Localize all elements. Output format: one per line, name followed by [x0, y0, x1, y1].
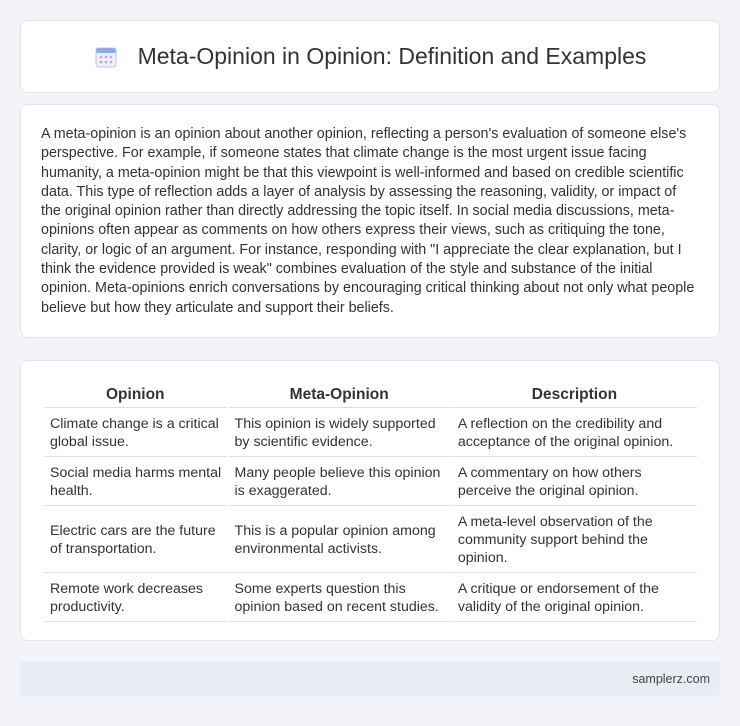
- cell-description: A meta-level observation of the community support behind the opinion.: [452, 506, 697, 573]
- table-row: [44, 573, 697, 622]
- footer: [20, 662, 720, 696]
- header-opinion: Opinion: [44, 379, 227, 408]
- table-header-row: [44, 379, 697, 408]
- table-row: [44, 506, 697, 573]
- cell-description: A critique or endorsement of the validity of the original opinion.: [452, 573, 697, 622]
- footer-site-link[interactable]: samplerz.com: [632, 672, 710, 686]
- cell-opinion: Remote work decreases productivity.: [44, 573, 227, 622]
- cell-opinion: Social media harms mental health.: [44, 457, 227, 506]
- page-title: Meta-Opinion in Opinion: Definition and Examples: [137, 43, 647, 69]
- cell-opinion: Climate change is a critical global issue.: [44, 408, 227, 457]
- cell-meta-opinion: Many people believe this opinion is exaggerated.: [229, 457, 450, 506]
- opinion-table: [42, 379, 699, 622]
- header-description: Description: [452, 379, 697, 408]
- table-row: [44, 408, 697, 457]
- cell-meta-opinion: This opinion is widely supported by scientific evidence.: [229, 408, 450, 457]
- cell-opinion: Electric cars are the future of transportation.: [44, 506, 227, 573]
- cell-description: A commentary on how others perceive the original opinion.: [452, 457, 697, 506]
- cell-description: A reflection on the credibility and acceptance of the original opinion.: [452, 408, 697, 457]
- cell-meta-opinion: Some experts question this opinion based on recent studies.: [229, 573, 450, 622]
- calendar-icon: [94, 45, 118, 69]
- description-text: A meta-opinion is an opinion about another opinion, reflecting a person's evaluation of someone else's perspective. For example, if someone states that climate change is the most urgent issue facing humanity, a meta-opinion might be that this viewpoint is well-informed and based on credible scientific data. This type of reflection adds a layer of analysis by assessing the reasoning, validity, or impact of the original opinion rather than directly addressing the topic itself. In social media discussions, meta-opinions often appear as comments on how others express their views, such as critiquing the tone, clarity, or logic of an argument. For instance, responding with "I appreciate the clear explanation, but I think the evidence provided is weak" combines evaluation of the style and substance of the initial opinion. Meta-opinions enrich conversations by encouraging critical thinking about not only what people believe but how they articulate and support their beliefs.: [41, 126, 695, 316]
- cell-meta-opinion: This is a popular opinion among environmental activists.: [229, 506, 450, 573]
- header-meta-opinion: Meta-Opinion: [229, 379, 450, 408]
- title-card: [20, 20, 720, 93]
- table-row: [44, 457, 697, 506]
- description-card: [20, 104, 720, 338]
- table-card: [20, 360, 720, 641]
